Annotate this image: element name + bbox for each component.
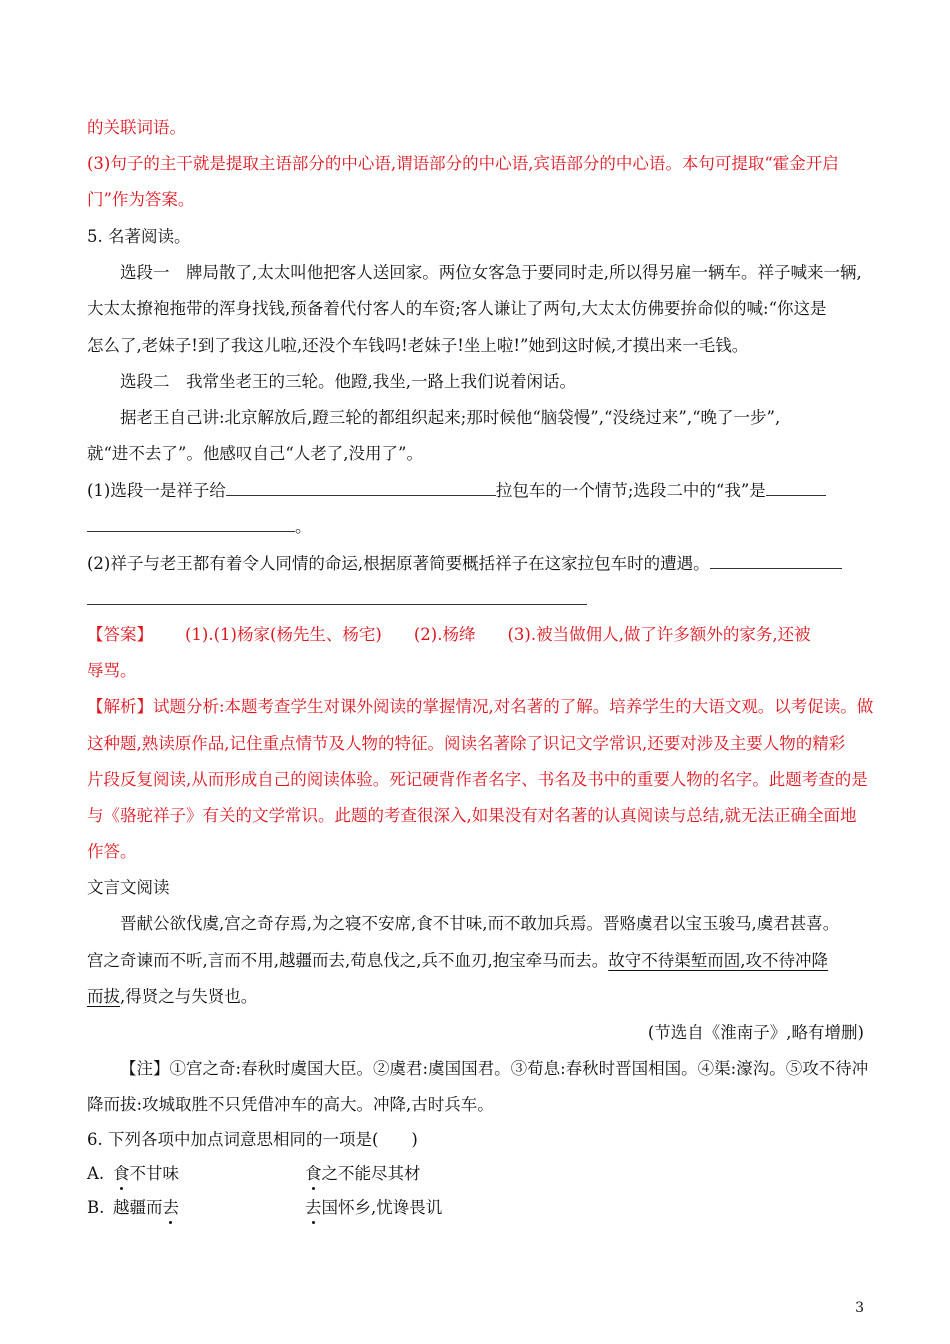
prev-answer-line: 门”作为答案。: [87, 190, 195, 209]
classical-passage-line: [87, 986, 257, 1008]
analysis-line: 与《骆驼祥子》有关的文学常识。此题的考查很深入,如果没有对名著的认真阅读与总结,就无法正确全面地: [87, 806, 857, 825]
option-b[interactable]: [87, 1197, 443, 1219]
analysis-line: 作答。: [87, 842, 137, 861]
dotted-character: 去: [162, 1198, 179, 1217]
analysis-line: [87, 696, 873, 718]
passage-line: 就“进不去了”。他感叹自己“人老了,没用了”。: [87, 444, 423, 463]
note-line: 降而拔:攻城取胜不只凭借冲车的高大。冲降,古时兵车。: [87, 1095, 494, 1114]
underlined-sentence: 而拔: [87, 987, 120, 1006]
dotted-character: 食: [113, 1164, 130, 1183]
passage-line: 大太太撩袍拖带的浑身找钱,预备着代付客人的车资;客人谦让了两句,大太太仿佛要拚命似的喊:“你这是: [87, 299, 827, 318]
subquestion-2-continued: [87, 588, 587, 611]
subquestion-1-part-a: (1)选段一是祥子给: [87, 481, 226, 500]
classical-text: 宫之奇谏而不听,言而不用,越疆而去,荀息伐之,兵不血刃,抱宝牵马而去。: [87, 951, 609, 970]
question-5-title: 5. 名著阅读。: [87, 227, 191, 246]
subquestion-2: [87, 552, 842, 575]
note-tag: 【注】: [120, 1059, 170, 1078]
dotted-character: 食: [305, 1164, 322, 1183]
classical-text: ,得贤之与失贤也。: [120, 987, 258, 1006]
answer-blank[interactable]: [87, 588, 587, 605]
passage-line: 据老王自己讲:北京解放后,蹬三轮的都组织起来;那时候他“脑袋慢”,“没绕过来”,“晚了一步”,: [120, 408, 781, 427]
option-a[interactable]: [87, 1163, 421, 1185]
answer-blank[interactable]: [710, 552, 842, 569]
option-label: B.: [87, 1198, 105, 1217]
phrase-text: 越疆而: [113, 1198, 163, 1217]
passage-line: 选段一 牌局散了,太太叫他把客人送回家。两位女客急于要同时走,所以得另雇一辆车。祥子喊来一辆,: [120, 263, 862, 282]
passage-line: 怎么了,老妹子!到了我这儿啦,还没个车钱吗!老妹子!坐上啦!”她到这时候,才摸出来一毛钱。: [87, 336, 749, 355]
analysis-text: 试题分析:本题考查学生对课外阅读的掌握情况,对名著的了解。培养学生的大语文观。以考促读。做: [153, 697, 874, 716]
classical-passage-line: [87, 950, 828, 972]
source-citation: (节选自《淮南子》,略有增删): [647, 1023, 864, 1042]
answer-blank[interactable]: [226, 479, 496, 496]
subquestion-1: [87, 479, 826, 502]
analysis-line: 这种题,熟读原作品,记住重点情节及人物的特征。阅读名著除了识记文学常识,还要对涉及主要人物的精彩: [87, 734, 846, 753]
prev-answer-line: 的关联词语。: [87, 118, 186, 137]
underlined-sentence: 故守不待渠堑而固,攻不待冲降: [608, 951, 828, 970]
option-right-phrase: [305, 1197, 442, 1219]
page-number: 3: [855, 1300, 864, 1316]
answer-line: 辱骂。: [87, 661, 137, 680]
passage-line: 选段二 我常坐老王的三轮。他蹬,我坐,一路上我们说着闲话。: [120, 372, 576, 391]
option-left-phrase: [113, 1163, 179, 1185]
prev-answer-line: (3)句子的主干就是提取主语部分的中心语,谓语部分的中心语,宾语部分的中心语。本句可提取“霍金开启: [87, 154, 839, 173]
answer-line: [87, 624, 811, 646]
answer-item: (2).杨绛: [413, 625, 476, 644]
subquestion-2-text: (2)祥子与老王都有着令人同情的命运,根据原著简要概括祥子在这家拉包车时的遭遇。: [87, 554, 710, 573]
phrase-text: 不甘味: [129, 1164, 179, 1183]
answer-blank[interactable]: [87, 515, 295, 532]
dotted-character: 去: [305, 1198, 322, 1217]
phrase-text: 之不能尽其材: [321, 1164, 421, 1183]
answer-item: (1).(1)杨家(杨先生、杨宅): [185, 625, 382, 644]
answer-item: (3).被当做佣人,做了许多额外的家务,还被: [507, 625, 811, 644]
option-right-phrase: [305, 1163, 421, 1185]
subquestion-1-part-b: 拉包车的一个情节;选段二中的“我”是: [495, 481, 766, 500]
phrase-text: 国怀乡,忧谗畏讥: [321, 1198, 443, 1217]
analysis-line: 片段反复阅读,从而形成自己的阅读体验。死记硬背作者名字、书名及书中的重要人物的名字。此题考查的是: [87, 770, 868, 789]
answer-tag: 【答案】: [87, 625, 153, 644]
note-text: ①宫之奇:春秋时虞国大臣。②虞君:虞国国君。③荀息:春秋时晋国相国。④渠:濠沟。⑤攻不待冲: [169, 1059, 869, 1078]
question-6-stem: 6. 下列各项中加点词意思相同的一项是( ): [87, 1130, 418, 1149]
note-line: [120, 1058, 868, 1080]
section-heading: 文言文阅读: [87, 878, 170, 897]
analysis-tag: 【解析】: [87, 697, 153, 716]
classical-passage-line: 晋献公欲伐虞,宫之奇存焉,为之寝不安席,食不甘味,而不敢加兵焉。晋赂虞君以宝玉骏马,虞君甚喜。: [120, 914, 840, 933]
option-label: A.: [87, 1164, 105, 1183]
option-left-phrase: [113, 1197, 179, 1219]
period: 。: [295, 517, 312, 536]
answer-blank[interactable]: [766, 479, 826, 496]
subquestion-1-continued: [87, 515, 312, 538]
